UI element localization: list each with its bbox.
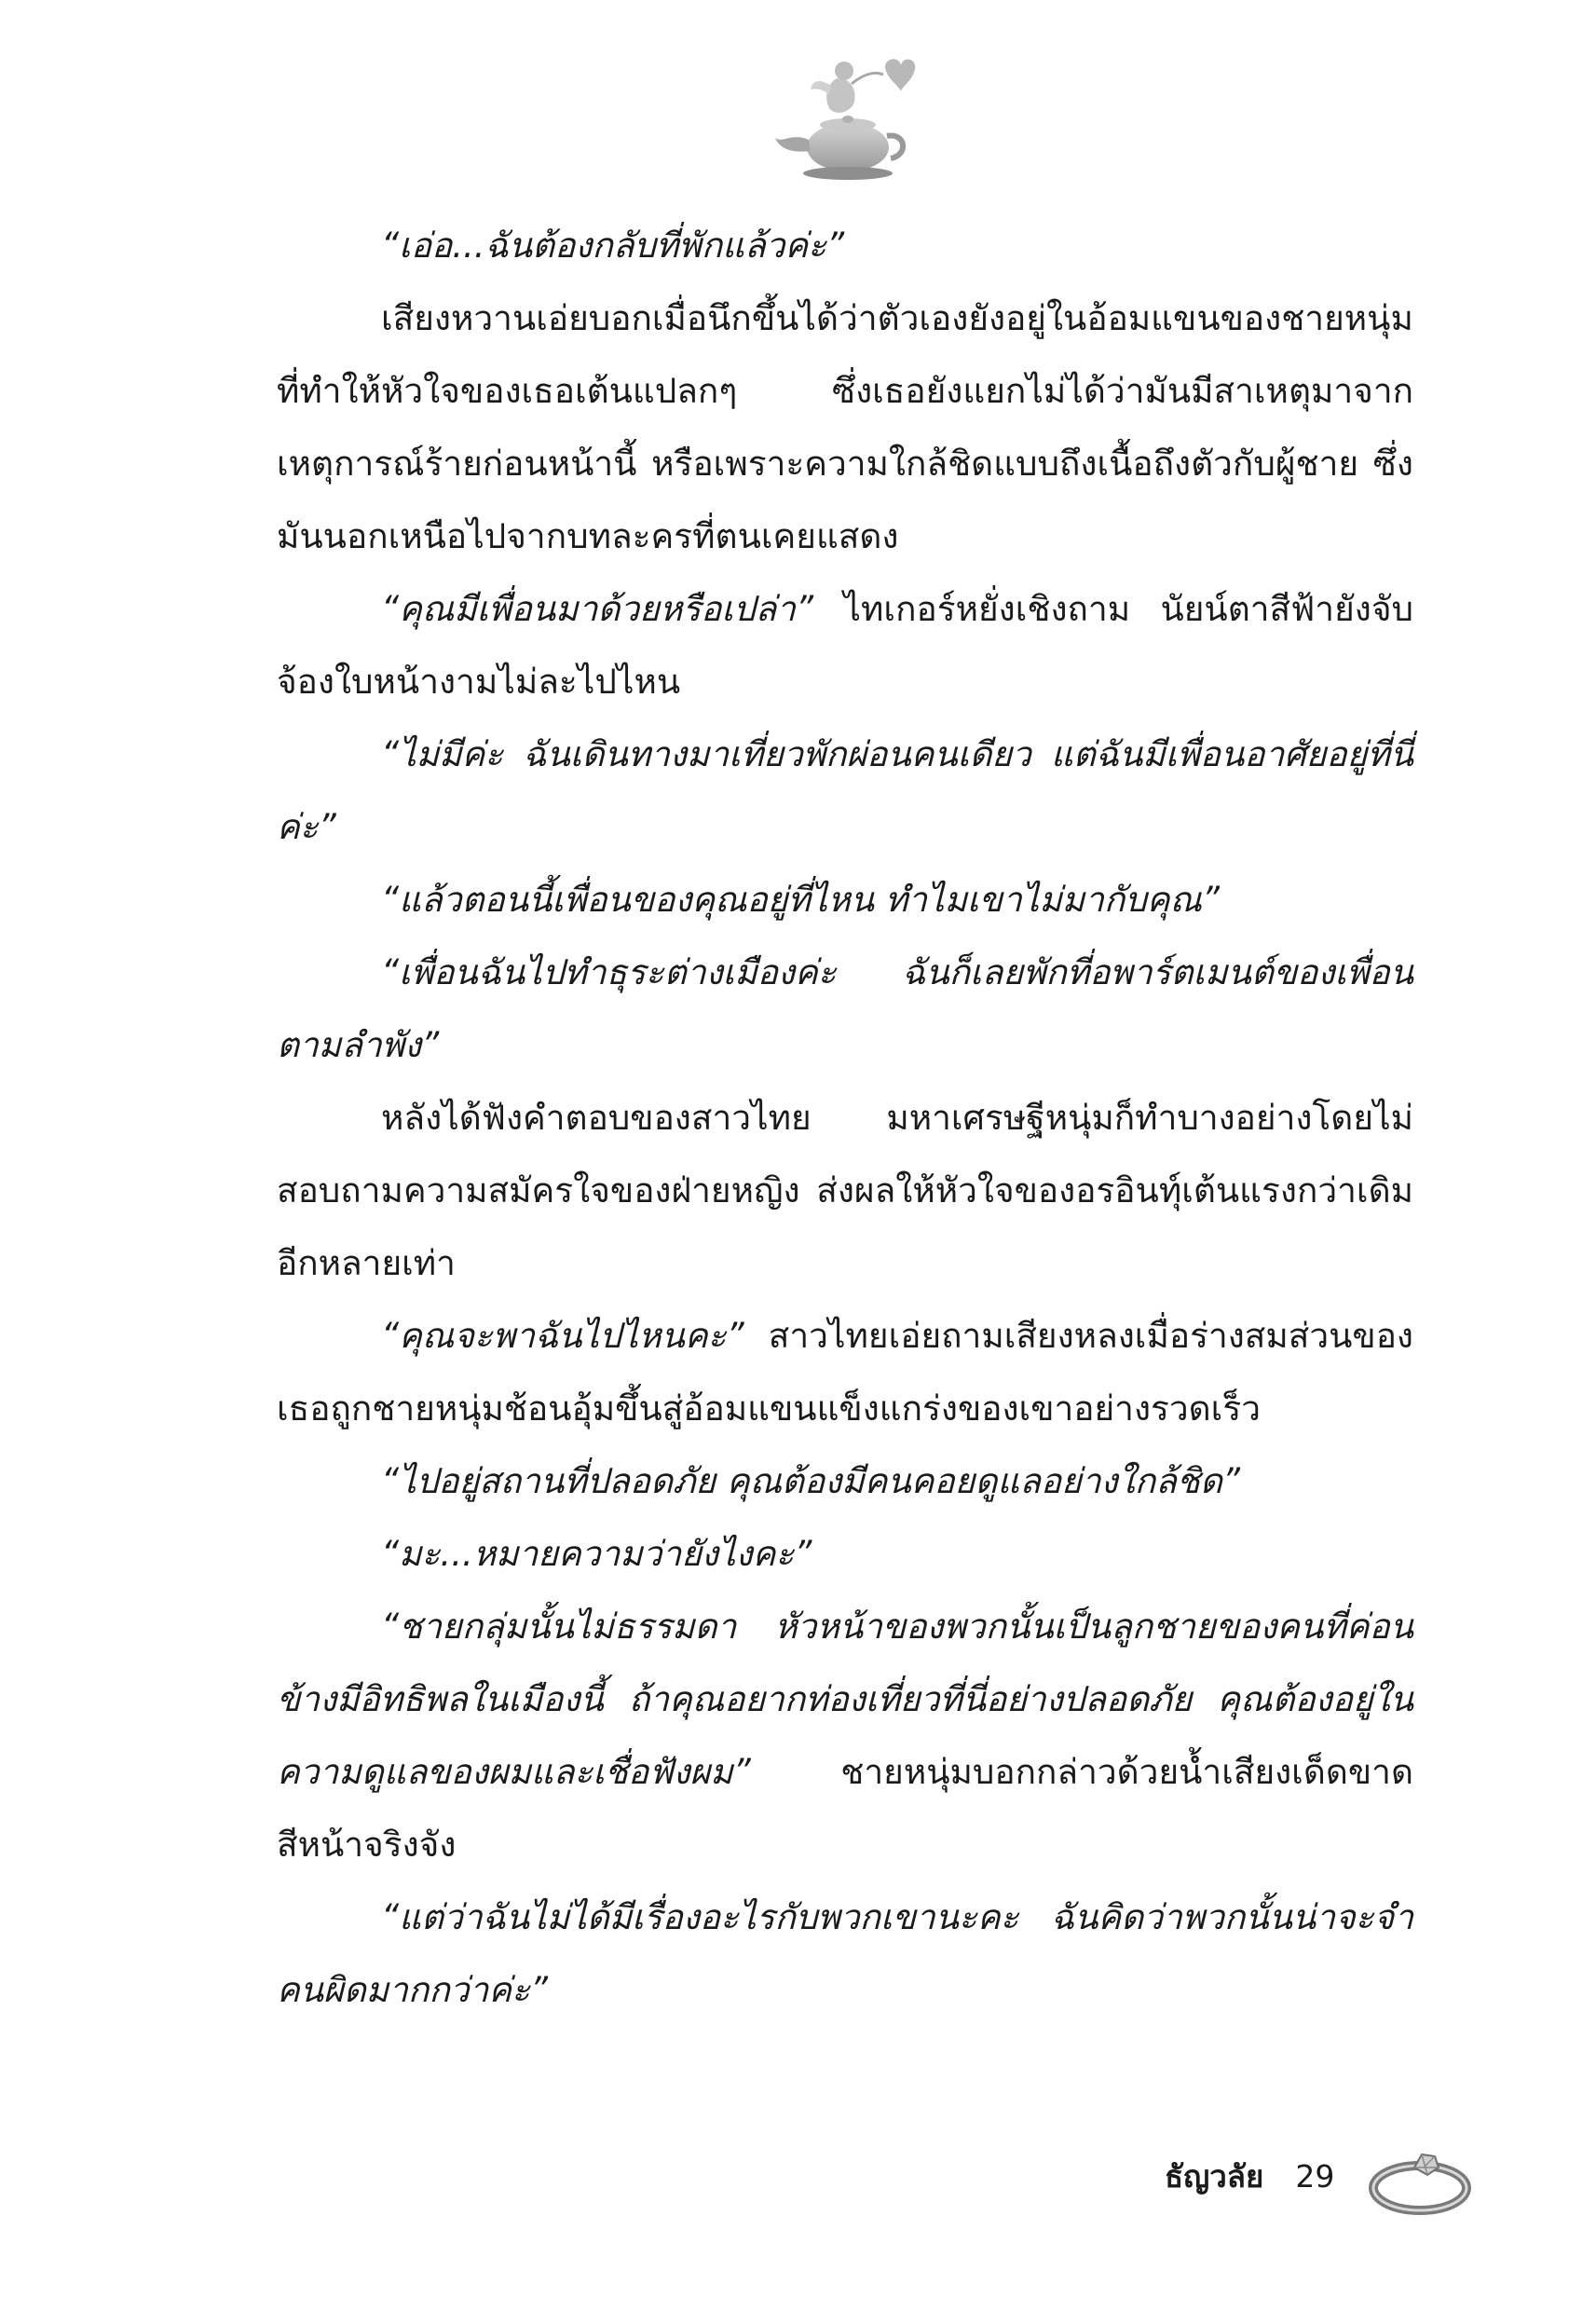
paragraph: หลังได้ฟังคำตอบของสาวไทย มหาเศรษฐีหนุ่มก็ทำบางอย่างโดยไม่สอบถามความสมัครใจของฝ่ายหญิง ส่งผลให้หัวใจของอรอินทุ์เต้นแรงกว่าเดิมอีกหลายเท่า	[277, 1098, 1413, 1283]
story-text	[277, 210, 1413, 2027]
page-number: 29	[1295, 2157, 1335, 2195]
dialogue-quote: “ชายกลุ่มนั้นไม่ธรรมดา หัวหน้าของพวกนั้นเป็นลูกชายของคนที่ค่อนข้างมีอิทธิพลในเมืองนี้ ถ้าคุณอยากท่องเที่ยวที่นี่อย่างปลอดภัย คุณต้องอยู่ในความดูแลของผมและเชื่อฟังผม”	[277, 1607, 1413, 1792]
paragraph: “แต่ว่าฉันไม่ได้มีเรื่องอะไรกับพวกเขานะคะ ฉันคิดว่าพวกนั้นน่าจะจำคนผิดมากกว่าค่ะ”	[277, 1897, 1413, 2010]
page-footer	[1165, 2134, 1478, 2218]
paragraph: “เพื่อนฉันไปทำธุระต่างเมืองค่ะ ฉันก็เลยพักที่อพาร์ตเมนต์ของเพื่อนตามลำพัง”	[277, 952, 1413, 1065]
dialogue-quote: “คุณมีเพื่อนมาด้วยหรือเปล่า”	[381, 589, 814, 629]
paragraph	[277, 1591, 1413, 1881]
paragraph: “มะ...หมายความว่ายังไงคะ”	[381, 1534, 812, 1574]
paragraph: “แล้วตอนนี้เพื่อนของคุณอยู่ที่ไหน ทำไมเขาไม่มากับคุณ”	[381, 880, 1221, 920]
paragraph	[277, 573, 1413, 718]
paragraph: “ไปอยู่สถานที่ปลอดภัย คุณต้องมีคนคอยดูแลอย่างใกล้ชิด”	[381, 1461, 1241, 1501]
cupid-teapot-icon	[755, 47, 922, 186]
footer-author: ธัญวลัย	[1165, 2157, 1264, 2195]
dialogue-quote: “คุณจะพาฉันไปไหนคะ”	[381, 1316, 744, 1356]
narration: ไทเกอร์หยั่งเชิงถาม นัยน์ตาสีฟ้ายังจับจ้องใบหน้างามไม่ละไปไหน	[277, 589, 1413, 702]
narration: สาวไทยเอ่ยถามเสียงหลงเมื่อร่างสมส่วนของเธอถูกชายหนุ่มช้อนอุ้มขึ้นสู่อ้อมแขนแข็งแกร่งของเขาอย่างรวดเร็ว	[277, 1316, 1413, 1429]
paragraph: “ไม่มีค่ะ ฉันเดินทางมาเที่ยวพักผ่อนคนเดียว แต่ฉันมีเพื่อนอาศัยอยู่ที่นี่ค่ะ”	[277, 734, 1413, 847]
paragraph: “เอ่อ...ฉันต้องกลับที่พักแล้วค่ะ”	[381, 226, 845, 266]
paragraph: เสียงหวานเอ่ยบอกเมื่อนึกขึ้นได้ว่าตัวเองยังอยู่ในอ้อมแขนของชายหนุ่มที่ทำให้หัวใจของเธอเต้นแปลกๆ ซึ่งเธอยังแยกไม่ได้ว่ามันมีสาเหตุมาจากเหตุการณ์ร้ายก่อนหน้านี้ หรือเพราะความใกล้ชิดแบบถึงเนื้อถึงตัวกับผู้ชาย ซึ่งมันนอกเหนือไปจากบทละครที่ตนเคยแสดง	[277, 298, 1413, 556]
paragraph	[277, 1300, 1413, 1445]
narration: ชายหนุ่มบอกกล่าวด้วยน้ำเสียงเด็ดขาด สีหน้าจริงจัง	[277, 1752, 1413, 1865]
diamond-ring-icon	[1366, 2134, 1478, 2218]
